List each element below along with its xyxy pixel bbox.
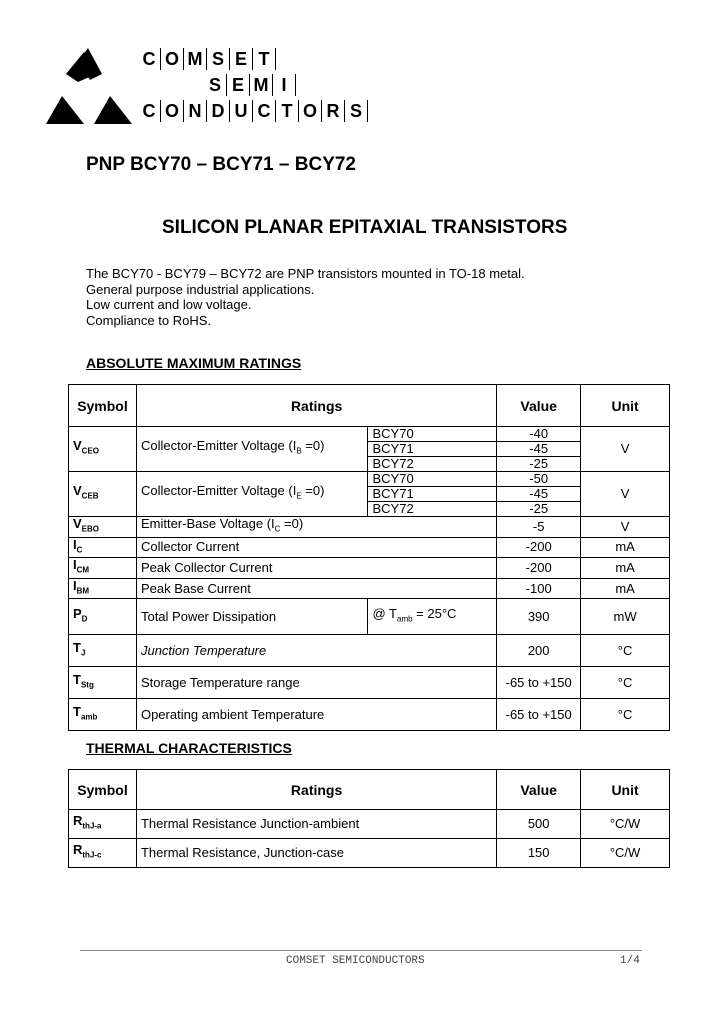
logo-letter: S: [207, 48, 230, 70]
symbol-cell: [69, 839, 137, 868]
symbol-sub: D: [81, 614, 88, 624]
symbol-text: I: [73, 557, 77, 573]
symbol-sub: EBO: [81, 524, 100, 534]
section-heading-thermal: THERMAL CHARACTERISTICS: [86, 740, 292, 756]
rating-cell: Peak Base Current: [136, 578, 496, 599]
value-cell: -5: [497, 517, 581, 538]
unit-cell: °C: [581, 635, 670, 667]
thermal-table: [68, 769, 670, 868]
value-cell: -40: [497, 427, 581, 442]
col-ratings-header: Ratings: [136, 770, 496, 810]
logo-letter: T: [253, 48, 276, 70]
rating-text: Emitter-Base Voltage (I: [140, 516, 275, 531]
table-header-row: [69, 770, 670, 810]
table-row: [69, 517, 670, 538]
rating-text-end: =0): [280, 516, 304, 531]
symbol-sub: CEO: [81, 446, 100, 456]
col-unit-header: Unit: [581, 770, 670, 810]
value-cell: 200: [497, 635, 581, 667]
logo-letter: C: [138, 100, 161, 122]
symbol-text: V: [73, 483, 82, 499]
logo-letter: T: [276, 100, 299, 122]
model-cell: BCY71: [368, 487, 497, 502]
unit-cell: mA: [581, 537, 670, 558]
logo-letter: M: [184, 48, 207, 70]
logo-row-1: [138, 48, 276, 70]
unit-cell: V: [581, 472, 670, 517]
table-row: [69, 427, 670, 442]
table-row: [69, 699, 670, 731]
rating-cell: Storage Temperature range: [136, 667, 496, 699]
table-row: [69, 558, 670, 579]
rating-cell: Operating ambient Temperature: [136, 699, 496, 731]
symbol-sub: BM: [76, 586, 90, 596]
rating-cell: Junction Temperature: [136, 635, 496, 667]
intro-line: The BCY70 - BCY79 – BCY72 are PNP transistors mounted in TO-18 metal.: [86, 266, 525, 281]
table-row: [69, 472, 670, 487]
value-cell: -45: [497, 487, 581, 502]
col-ratings-header: Ratings: [136, 385, 496, 427]
rating-cell: [136, 517, 496, 538]
logo-letter: N: [184, 100, 207, 122]
value-cell: 500: [497, 810, 581, 839]
symbol-sub: CM: [76, 565, 90, 575]
value-cell: -45: [497, 442, 581, 457]
rating-cell: [136, 472, 368, 517]
col-symbol-header: Symbol: [69, 385, 137, 427]
logo-letter: C: [253, 100, 276, 122]
symbol-text: I: [73, 577, 77, 593]
value-cell: -25: [497, 457, 581, 472]
rating-sub: E: [296, 491, 302, 501]
rating-sub: C: [274, 524, 281, 534]
table-row: [69, 578, 670, 599]
symbol-cell: [69, 810, 137, 839]
value-cell: 150: [497, 839, 581, 868]
condition-cell: [368, 599, 497, 635]
symbol-text: T: [73, 672, 81, 688]
symbol-sub: CEB: [81, 491, 99, 501]
rating-cell: Total Power Dissipation: [136, 599, 368, 635]
logo-letter: C: [138, 48, 161, 70]
logo-letter: U: [230, 100, 253, 122]
symbol-text: T: [73, 704, 81, 720]
logo-letter: O: [161, 100, 184, 122]
symbol-cell: [69, 578, 137, 599]
unit-cell: mA: [581, 558, 670, 579]
symbol-cell: [69, 599, 137, 635]
table-row: [69, 839, 670, 868]
logo-letter: E: [227, 74, 250, 96]
value-cell: -200: [497, 537, 581, 558]
symbol-sub: thJ-c: [82, 850, 102, 860]
logo-letter: O: [161, 48, 184, 70]
symbol-sub: C: [76, 545, 83, 555]
rating-text-end: =0): [301, 483, 325, 499]
symbol-cell: [69, 517, 137, 538]
col-value-header: Value: [497, 385, 581, 427]
symbol-sub: amb: [80, 712, 98, 722]
symbol-sub: Stg: [80, 680, 94, 690]
value-cell: -100: [497, 578, 581, 599]
table-row: [69, 537, 670, 558]
model-cell: BCY72: [368, 457, 497, 472]
logo-letter: D: [207, 100, 230, 122]
value-cell: -50: [497, 472, 581, 487]
rating-sub: B: [296, 446, 302, 456]
unit-cell: °C/W: [581, 839, 670, 868]
symbol-text: V: [73, 516, 82, 531]
logo-letter: S: [345, 100, 368, 122]
rating-text-end: =0): [301, 438, 325, 454]
symbol-text: I: [73, 536, 77, 552]
col-value-header: Value: [497, 770, 581, 810]
value-cell: -65 to +150: [497, 667, 581, 699]
rating-cell: Collector Current: [136, 537, 496, 558]
symbol-cell: [69, 699, 137, 731]
symbol-cell: [69, 558, 137, 579]
footer-divider: [80, 950, 642, 951]
condition-text: @ T: [372, 606, 397, 622]
value-cell: -65 to +150: [497, 699, 581, 731]
footer-page-number: 1/4: [620, 955, 640, 967]
rating-cell: Peak Collector Current: [136, 558, 496, 579]
page-subtitle: SILICON PLANAR EPITAXIAL TRANSISTORS: [162, 217, 568, 238]
symbol-cell: [69, 472, 137, 517]
unit-cell: °C: [581, 667, 670, 699]
condition-text-end: = 25°C: [412, 606, 457, 622]
symbol-sub: thJ-a: [82, 821, 102, 831]
unit-cell: mA: [581, 578, 670, 599]
value-cell: 390: [497, 599, 581, 635]
value-cell: -200: [497, 558, 581, 579]
logo-letter: I: [273, 74, 296, 96]
symbol-cell: [69, 667, 137, 699]
symbol-sub: J: [80, 648, 86, 658]
rating-text: Collector-Emitter Voltage (I: [140, 438, 297, 454]
logo-letter: R: [322, 100, 345, 122]
rating-cell: [136, 427, 368, 472]
condition-sub: amb: [397, 614, 413, 624]
symbol-cell: [69, 635, 137, 667]
intro-line: General purpose industrial applications.: [86, 281, 315, 297]
table-header-row: [69, 385, 670, 427]
rating-cell: Thermal Resistance, Junction-case: [136, 839, 496, 868]
unit-cell: mW: [581, 599, 670, 635]
logo-triangle-icon: [44, 44, 134, 126]
logo-letter: S: [204, 74, 227, 96]
symbol-text: R: [73, 842, 83, 858]
model-cell: BCY72: [368, 502, 497, 517]
symbol-text: R: [73, 813, 83, 829]
footer-company: COMSET SEMICONDUCTORS: [286, 955, 425, 967]
symbol-text: V: [73, 438, 82, 454]
symbol-cell: [69, 427, 137, 472]
symbol-cell: [69, 537, 137, 558]
col-symbol-header: Symbol: [69, 770, 137, 810]
model-cell: BCY71: [368, 442, 497, 457]
unit-cell: V: [581, 427, 670, 472]
rating-text: Collector-Emitter Voltage (I: [140, 483, 297, 499]
logo-row-3: [138, 100, 368, 122]
value-cell: -25: [497, 502, 581, 517]
table-row: [69, 810, 670, 839]
table-row: [69, 599, 670, 635]
intro-text: [86, 266, 525, 328]
section-heading-abs-max: ABSOLUTE MAXIMUM RATINGS: [86, 355, 302, 371]
intro-line: Compliance to RoHS.: [86, 312, 211, 328]
logo-letter: O: [299, 100, 322, 122]
page-title: PNP BCY70 – BCY71 – BCY72: [86, 154, 356, 175]
logo-letter: E: [230, 48, 253, 70]
intro-line: Low current and low voltage.: [86, 297, 252, 312]
unit-cell: V: [581, 517, 670, 538]
col-unit-header: Unit: [581, 385, 670, 427]
rating-cell: Thermal Resistance Junction-ambient: [136, 810, 496, 839]
unit-cell: °C: [581, 699, 670, 731]
logo-row-2: [204, 74, 296, 96]
model-cell: BCY70: [368, 427, 497, 442]
symbol-text: T: [73, 640, 81, 656]
table-row: [69, 667, 670, 699]
symbol-text: P: [73, 606, 82, 622]
table-row: [69, 635, 670, 667]
logo-letter: M: [250, 74, 273, 96]
model-cell: BCY70: [368, 472, 497, 487]
abs-max-table: [68, 384, 670, 731]
unit-cell: °C/W: [581, 810, 670, 839]
